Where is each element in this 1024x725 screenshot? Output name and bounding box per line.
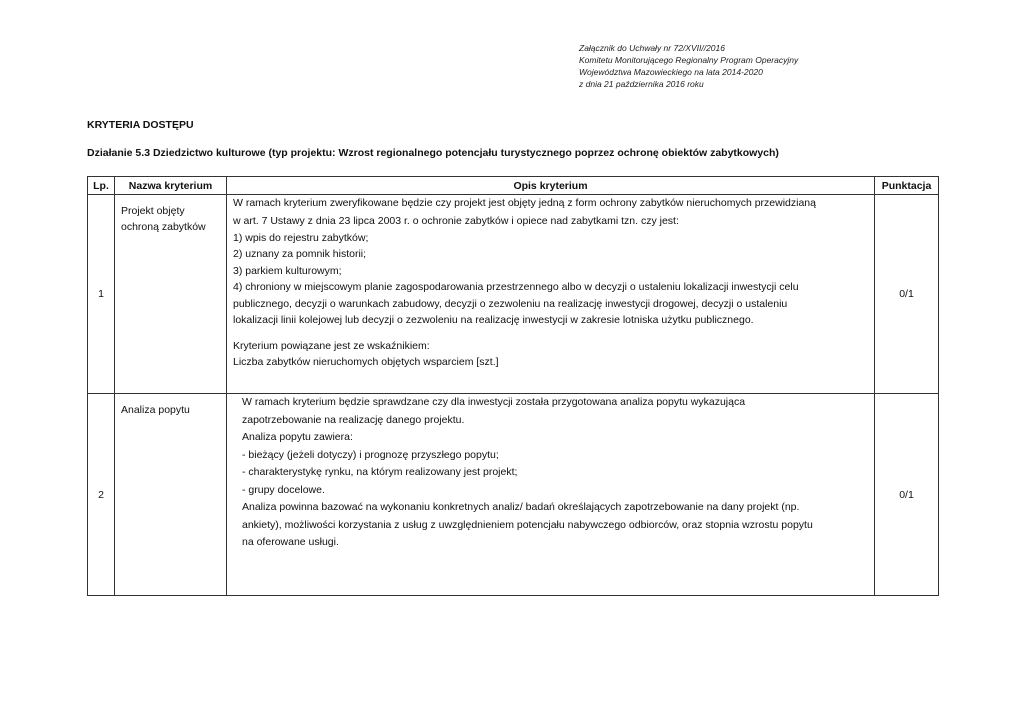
header-score: Punktacja — [875, 177, 939, 195]
table-row — [88, 195, 939, 394]
attachment-note-line-1: Załącznik do Uchwały nr 72/XVII//2016 — [579, 43, 725, 53]
attachment-note — [579, 42, 798, 90]
criteria-table — [87, 176, 939, 596]
description-line: w art. 7 Ustawy z dnia 23 lipca 2003 r. o ochronie zabytków i opiece nad zabytkami tzn. czy jest: — [233, 215, 679, 227]
description-line: - charakterystykę rynku, na którym realizowany jest projekt; — [242, 466, 518, 478]
criterion-score: 0/1 — [875, 394, 939, 596]
criterion-name: Analiza popytu — [115, 394, 227, 596]
description-line: W ramach kryterium będzie sprawdzane czy dla inwestycji została przygotowana analiza popytu wykazująca — [242, 396, 746, 408]
description-line: ankiety), możliwości korzystania z usług z uwzględnieniem potencjału nabywczego odbiorców, oraz stopnia wzrostu popytu — [242, 518, 813, 531]
description-line: 3) parkiem kulturowym; — [233, 264, 342, 277]
action-title: Działanie 5.3 Dziedzictwo kulturowe (typ projektu: Wzrost regionalnego potencjału turystycznego poprzez ochronę obiektów zabytkowych) — [87, 147, 779, 159]
table-header-row — [88, 177, 939, 195]
description-line: W ramach kryterium zweryfikowane będzie czy projekt jest objęty jedną z form ochrony zabytków nieruchomych przewidzianą — [233, 197, 816, 209]
description-line: 1) wpis do rejestru zabytków; — [233, 231, 369, 244]
description-line: Analiza powinna bazować na wykonaniu konkretnych analiz/ badań określających zapotrzebowanie na dany projekt (np. — [242, 501, 800, 513]
header-name: Nazwa kryterium — [115, 177, 227, 195]
description-line: Liczba zabytków nieruchomych objętych wsparciem [szt.] — [233, 356, 499, 368]
attachment-note-line-2: Komitetu Monitorującego Regionalny Program Operacyjny — [579, 55, 799, 65]
attachment-note-line-3: Województwa Mazowieckiego na lata 2014-2020 — [579, 67, 763, 77]
row-number: 1 — [88, 195, 115, 394]
description-line: na oferowane usługi. — [242, 536, 339, 548]
description-line: lokalizacji linii kolejowej lub decyzji o zezwoleniu na realizację inwestycji w zakresie lotniska użytku publicznego. — [233, 314, 754, 326]
description-line: publicznego, decyzji o warunkach zabudowy, decyzji o zezwoleniu na realizację inwestycji drogowej, decyzji o ustaleniu — [233, 297, 788, 310]
header-lp: Lp. — [88, 177, 115, 195]
description-line: 4) chroniony w miejscowym planie zagospodarowania przestrzennego albo w decyzji o ustaleniu lokalizacji inwestycji celu — [233, 281, 799, 293]
attachment-note-line-4: z dnia 21 października 2016 roku — [579, 79, 704, 89]
criterion-score: 0/1 — [875, 195, 939, 394]
table-row — [88, 394, 939, 596]
description-line: 2) uznany za pomnik historii; — [233, 248, 367, 260]
description-line: Kryterium powiązane jest ze wskaźnikiem: — [233, 339, 430, 352]
criterion-name: Projekt objęty ochroną zabytków — [115, 195, 227, 394]
header-desc: Opis kryterium — [227, 177, 875, 195]
criterion-description — [227, 195, 875, 394]
section-title: KRYTERIA DOSTĘPU — [87, 119, 194, 131]
description-line: - grupy docelowe. — [242, 483, 325, 496]
description-line: - bieżący (jeżeli dotyczy) i prognozę przyszłego popytu; — [242, 448, 499, 461]
criterion-description — [227, 394, 875, 596]
description-line: Analiza popytu zawiera: — [242, 431, 353, 443]
row-number: 2 — [88, 394, 115, 596]
description-line: zapotrzebowanie na realizację danego projektu. — [242, 413, 465, 426]
